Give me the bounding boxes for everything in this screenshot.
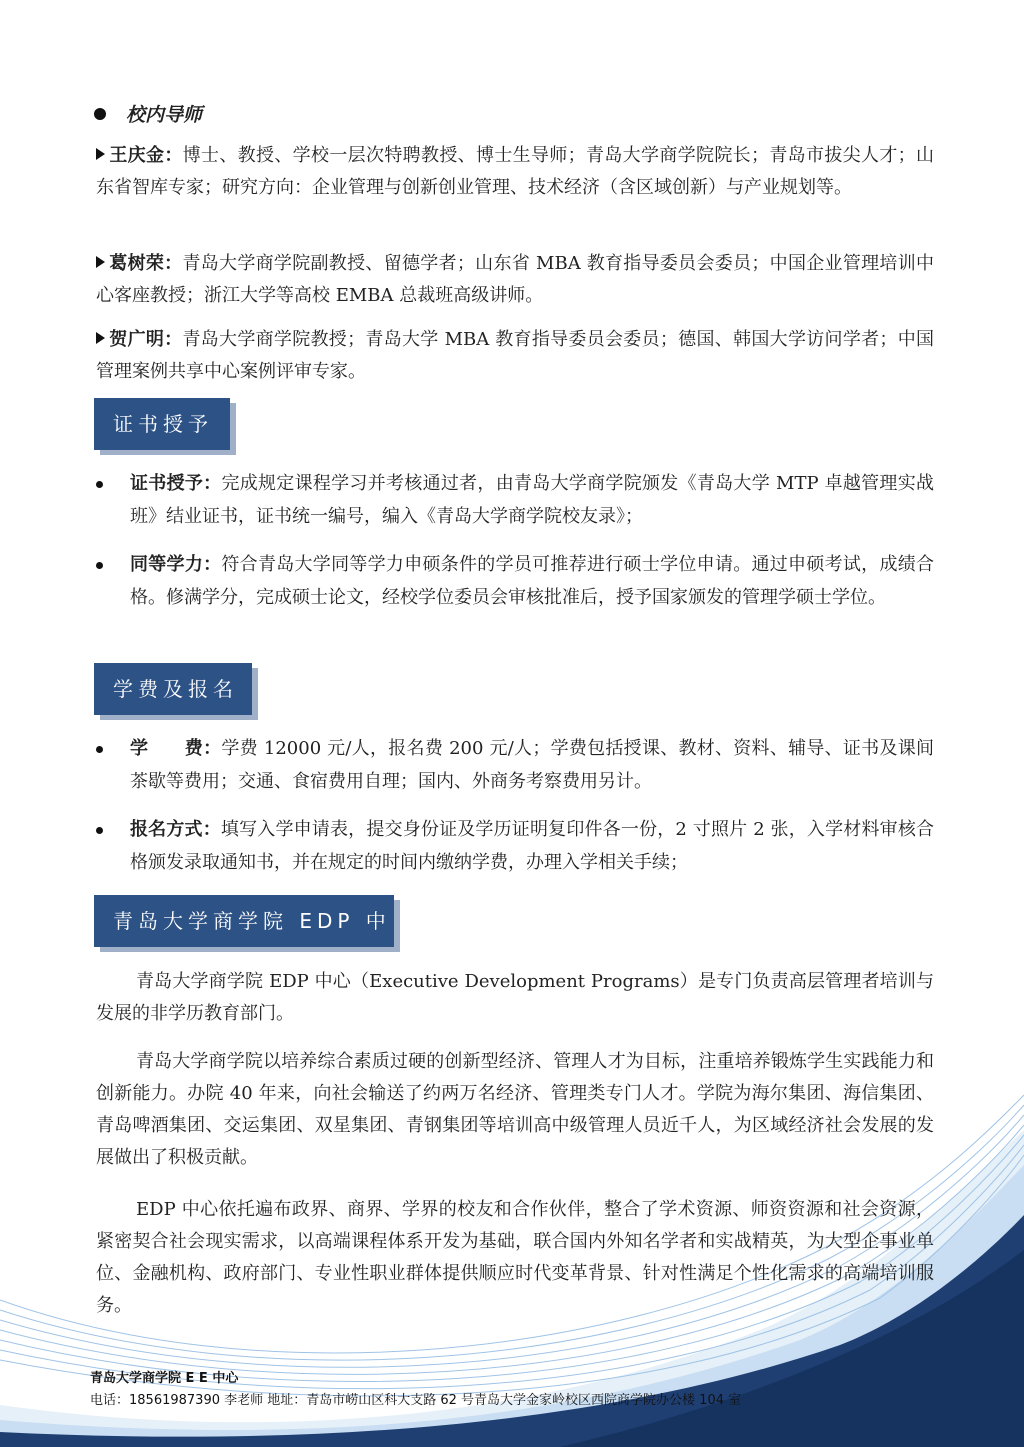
section-title-certificate: 证书授予	[94, 398, 230, 450]
mentor-name: 贺广明：	[109, 329, 183, 350]
item-text: 符合青岛大学同等学力申硕条件的学员可推荐进行硕士学位申请。通过申硕考试，成绩合格。修满学分，完成硕士论文，经校学位委员会审核批准后，授予国家颁发的管理学硕士学位。	[130, 554, 935, 608]
mentor-desc: 青岛大学商学院教授；青岛大学 MBA 教育指导委员会委员；德国、韩国大学访问学者；中国管理案例共享中心案例评审专家。	[96, 329, 934, 382]
item-label: 学 费：	[130, 738, 222, 759]
mentors-heading	[94, 100, 202, 127]
item-label: 证书授予：	[130, 473, 222, 494]
triangle-bullet-icon	[96, 148, 105, 160]
mentor-item	[96, 324, 934, 388]
triangle-bullet-icon	[96, 256, 105, 268]
item-label: 同等学力：	[130, 554, 222, 575]
item-text: 完成规定课程学习并考核通过者，由青岛大学商学院颁发《青岛大学 MTP 卓越管理实战班》结业证书，证书统一编号，编入《青岛大学商学院校友录》；	[130, 473, 934, 527]
bullet-dot-icon	[96, 481, 103, 488]
list-item	[96, 548, 934, 614]
mentor-name: 王庆金：	[109, 145, 183, 166]
triangle-bullet-icon	[96, 332, 105, 344]
mentors-heading-text: 校内导师	[126, 104, 203, 126]
mentor-name: 葛树荣：	[109, 253, 183, 274]
item-text: 学费 12000 元/人，报名费 200 元/人；学费包括授课、教材、资料、辅导、证书及课间茶歇等费用；交通、食宿费用自理；国内、外商务考察费用另计。	[130, 738, 934, 792]
list-item	[96, 467, 934, 533]
section-title-fees: 学费及报名	[94, 663, 252, 715]
bullet-dot-icon	[96, 827, 103, 834]
list-item	[96, 732, 934, 798]
bullet-dot-icon	[96, 562, 103, 569]
mentor-desc: 青岛大学商学院副教授、留德学者；山东省 MBA 教育指导委员会委员；中国企业管理培训中心客座教授；浙江大学等高校 EMBA 总裁班高级讲师。	[96, 253, 934, 306]
edp-paragraph: 青岛大学商学院以培养综合素质过硬的创新型经济、管理人才为目标，注重培养锻炼学生实践能力和创新能力。办院 40 年来，向社会输送了约两万名经济、管理类专门人才。学院为海尔集团、海信集团、青岛啤酒集团、交运集团、双星集团、青钢集团等培训高中级管理人员近千人，为区域经济社会发展的发展做出了积极贡献。	[96, 1051, 934, 1168]
edp-paragraph: EDP 中心依托遍布政界、商界、学界的校友和合作伙伴，整合了学术资源、师资资源和社会资源，紧密契合社会现实需求，以高端课程体系开发为基础，联合国内外知名学者和实战精英，为大型企事业单位、金融机构、政府部门、专业性职业群体提供顺应时代变革背景、针对性满足个性化需求的高端培训服务。	[96, 1199, 934, 1316]
item-label: 报名方式：	[130, 819, 221, 840]
bullet-dot-icon	[96, 746, 103, 753]
footer-title: 青岛大学商学院 E E 中心	[90, 1371, 239, 1386]
list-item	[96, 813, 934, 879]
edp-paragraph: 青岛大学商学院 EDP 中心（Executive Development Programs）是专门负责高层管理者培训与发展的非学历教育部门。	[96, 971, 934, 1024]
bullet-dot-icon	[94, 108, 106, 120]
mentor-item	[96, 248, 934, 312]
section-title-edp: 青岛大学商学院 EDP 中心	[94, 895, 394, 947]
mentor-item	[96, 140, 934, 204]
mentor-desc: 博士、教授、学校一层次特聘教授、博士生导师；青岛大学商学院院长；青岛市拔尖人才；山东省智库专家；研究方向：企业管理与创新创业管理、技术经济（含区域创新）与产业规划等。	[96, 145, 935, 198]
item-text: 填写入学申请表，提交身份证及学历证明复印件各一份，2 寸照片 2 张，入学材料审核合格颁发录取通知书，并在规定的时间内缴纳学费，办理入学相关手续；	[130, 819, 934, 873]
footer-contact: 电话：18561987390 李老师 地址：青岛市崂山区科大支路 62 号青岛大学金家岭校区西院商学院办公楼 104 室	[90, 1393, 742, 1408]
